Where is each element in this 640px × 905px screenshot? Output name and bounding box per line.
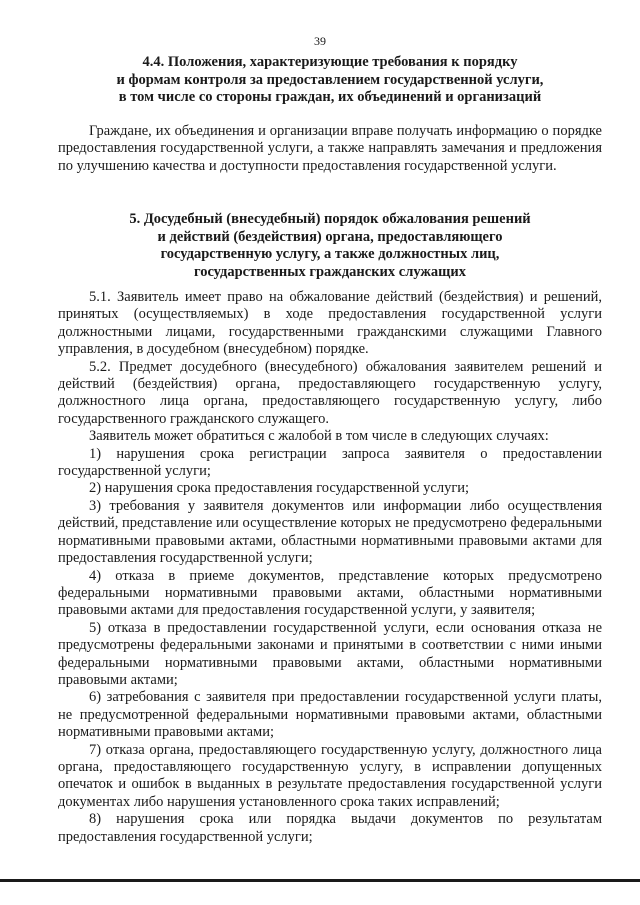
page-number: 39 [314, 34, 326, 48]
bottom-rule [0, 879, 640, 882]
heading-line: государственных гражданских служащих [193, 263, 467, 280]
list-item-4: 4) отказа в приеме документов, представление которых предусмотрено федеральными нормативными правовыми актами, областными нормативными правовыми актами для предоставления государственной услуги, у заявителя; [58, 567, 602, 619]
section-4-4-paragraph: Граждане, их объединения и организации вправе получать информацию о порядке предоставления государственной услуги, а также направлять замечания и предложения по улучшению качества и доступности предоставления государственной услуги. [58, 123, 602, 174]
list-item-1: 1) нарушения срока регистрации запроса заявителя о предоставлении государственной услуги; [58, 445, 602, 480]
heading-line: государственную услугу, а также должностных лиц, [160, 246, 500, 262]
paragraph-5-2: 5.2. Предмет досудебного (внесудебного) обжалования заявителем решений и действий (бездействия) органа, предоставляющего государственную услугу, должностного лица органа, предоставляющего государственную услугу, либо государственного гражданского служащего. [58, 358, 602, 427]
heading-line: 5. Досудебный (внесудебный) порядок обжалования решений [129, 211, 531, 227]
paragraph-5-1: 5.1. Заявитель имеет право на обжалование действий (бездействия) и решений, принятых (осуществляемых) в ходе предоставления государственной услуги должностными лицами, государственными гражданскими служащими Главного управления, в досудебном (внесудебном) порядке. [58, 289, 602, 358]
heading-line: 4.4. Положения, характеризующие требования к порядку [142, 54, 518, 70]
section-5-body [58, 289, 602, 846]
list-item-3: 3) требования у заявителя документов или информации либо осуществления действий, представление или осуществление которых не предусмотрено федеральными нормативными правовыми актами, областными нормативными правовыми актами для предоставления государственной услуги; [58, 497, 602, 567]
list-item-6: 6) затребования с заявителя при предоставлении государственной услуги платы, не предусмотренной федеральными нормативными правовыми актами, областными нормативными правовыми актами; [58, 689, 602, 741]
heading-line: в том числе со стороны граждан, их объединений и организаций [118, 89, 542, 105]
section-5-heading [60, 211, 600, 281]
list-item-8: 8) нарушения срока или порядка выдачи документов по результатам предоставления государственной услуги; [58, 811, 602, 845]
list-item-2: 2) нарушения срока предоставления государственной услуги; [89, 480, 470, 497]
heading-line: и формам контроля за предоставлением государственной услуги, [116, 71, 544, 88]
section-4-4-heading [60, 54, 600, 107]
list-item-5: 5) отказа в предоставлении государственной услуги, если основания отказа не предусмотрены федеральными законами и принятыми в соответствии с ними иными федеральными нормативными правовыми актами, областными нормативными правовыми актами; [58, 619, 602, 688]
paragraph-cases-intro: Заявитель может обратиться с жалобой в том числе в следующих случаях: [89, 428, 549, 445]
heading-line: и действий (бездействия) органа, предоставляющего [157, 228, 503, 245]
list-item-7: 7) отказа органа, предоставляющего государственную услугу, должностного лица органа, предоставляющего государственную услугу, в исправлении допущенных опечаток и ошибок в выданных в результате предоставления государственной услуги документах либо нарушения установленного срока таких исправлений; [58, 741, 602, 810]
